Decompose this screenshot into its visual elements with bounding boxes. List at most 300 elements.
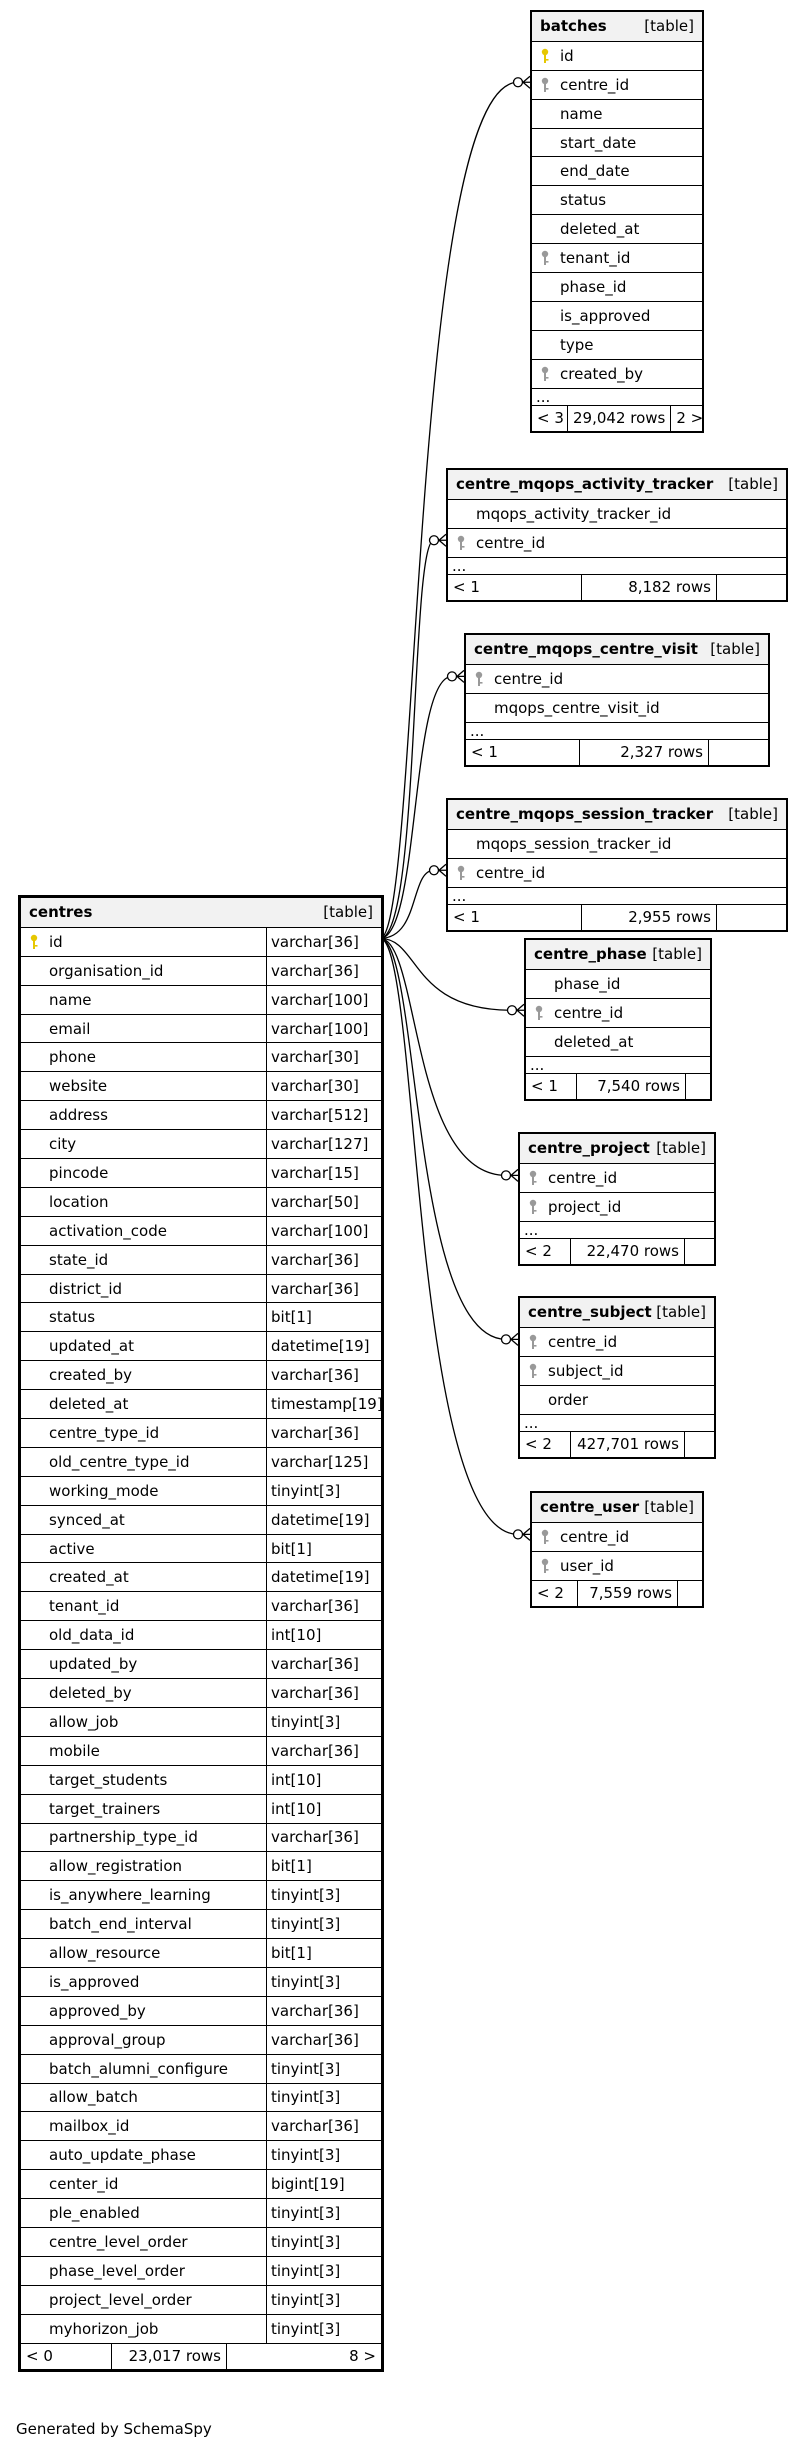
column-name: deleted_at bbox=[554, 1032, 634, 1051]
column-row[interactable] bbox=[466, 664, 768, 693]
column-row[interactable] bbox=[21, 1187, 381, 1216]
ellipsis: ... bbox=[530, 1058, 545, 1071]
children-count: < 1 bbox=[471, 743, 498, 762]
column-row[interactable] bbox=[532, 1522, 702, 1551]
column-name: center_id bbox=[49, 2175, 119, 2194]
table-header bbox=[520, 1134, 714, 1163]
table-centre_phase[interactable] bbox=[524, 938, 712, 1101]
table-centre_user[interactable] bbox=[530, 1491, 704, 1608]
column-name: approved_by bbox=[49, 2001, 146, 2020]
column-type: int[10] bbox=[266, 1795, 381, 1823]
column-type: varchar[36] bbox=[266, 1361, 381, 1389]
column-type: varchar[100] bbox=[266, 1015, 381, 1043]
column-name: activation_code bbox=[49, 1221, 167, 1240]
foreign-key-icon bbox=[528, 1199, 538, 1215]
row-count: 29,042 rows bbox=[567, 406, 670, 431]
column-type: varchar[15] bbox=[266, 1159, 381, 1187]
column-row[interactable] bbox=[448, 528, 786, 557]
column-row[interactable] bbox=[532, 330, 702, 359]
children-count: < 2 bbox=[525, 1435, 552, 1454]
column-type: varchar[36] bbox=[266, 957, 381, 985]
column-row[interactable] bbox=[21, 1158, 381, 1187]
column-name: old_data_id bbox=[49, 1626, 135, 1645]
column-name: email bbox=[49, 1019, 91, 1038]
table-header bbox=[532, 12, 702, 41]
column-row[interactable] bbox=[520, 1192, 714, 1221]
column-name: working_mode bbox=[49, 1481, 159, 1500]
column-name: myhorizon_job bbox=[49, 2319, 159, 2338]
zero-marker bbox=[430, 866, 439, 875]
table-header bbox=[448, 800, 786, 829]
column-name: allow_batch bbox=[49, 2088, 138, 2107]
row-count: 23,017 rows bbox=[111, 2344, 226, 2369]
parents-count bbox=[685, 1074, 710, 1099]
column-type: varchar[30] bbox=[266, 1043, 381, 1071]
table-tag: [table] bbox=[644, 1498, 694, 1517]
table-footer bbox=[526, 1073, 710, 1099]
table-header bbox=[21, 898, 381, 927]
column-type: tinyint[3] bbox=[266, 2228, 381, 2256]
column-row[interactable] bbox=[21, 1794, 381, 1823]
table-name: centre_mqops_centre_visit bbox=[474, 640, 698, 659]
table-batches[interactable] bbox=[530, 10, 704, 433]
column-name: target_students bbox=[49, 1770, 168, 1789]
column-name: tenant_id bbox=[49, 1597, 120, 1616]
column-row[interactable] bbox=[532, 272, 702, 301]
column-type: bigint[19] bbox=[266, 2170, 381, 2198]
column-name: subject_id bbox=[548, 1361, 624, 1380]
table-footer bbox=[466, 739, 768, 765]
ellipsis-row bbox=[448, 557, 786, 574]
column-name: mobile bbox=[49, 1741, 100, 1760]
table-header bbox=[532, 1493, 702, 1522]
column-name: created_by bbox=[49, 1366, 133, 1385]
column-name: synced_at bbox=[49, 1510, 125, 1529]
table-centres[interactable] bbox=[18, 895, 384, 2372]
column-row[interactable] bbox=[21, 1447, 381, 1476]
column-row[interactable] bbox=[21, 1591, 381, 1620]
column-row[interactable] bbox=[448, 499, 786, 528]
column-name: is_approved bbox=[560, 306, 651, 325]
zero-marker bbox=[502, 1171, 511, 1180]
ellipsis: ... bbox=[524, 1416, 539, 1429]
column-row[interactable] bbox=[21, 2285, 381, 2314]
column-name: updated_at bbox=[49, 1337, 134, 1356]
column-name: status bbox=[49, 1308, 96, 1327]
column-type: varchar[30] bbox=[266, 1072, 381, 1100]
column-row[interactable] bbox=[532, 1551, 702, 1580]
column-row[interactable] bbox=[21, 1823, 381, 1852]
table-name: centre_subject bbox=[528, 1303, 652, 1322]
column-row[interactable] bbox=[21, 1245, 381, 1274]
column-type: varchar[36] bbox=[266, 1679, 381, 1707]
column-name: centre_level_order bbox=[49, 2232, 188, 2251]
column-name: centre_id bbox=[554, 1003, 624, 1022]
parents-count bbox=[708, 740, 768, 765]
column-type: int[10] bbox=[266, 1621, 381, 1649]
column-type: datetime[19] bbox=[266, 1506, 381, 1534]
column-type: varchar[36] bbox=[266, 1419, 381, 1447]
children-count: < 1 bbox=[453, 578, 480, 597]
column-name: created_at bbox=[49, 1568, 129, 1587]
table-tag: [table] bbox=[710, 640, 760, 659]
column-name: partnership_type_id bbox=[49, 1828, 198, 1847]
column-row[interactable] bbox=[21, 956, 381, 985]
column-type: bit[1] bbox=[266, 1303, 381, 1331]
column-type: tinyint[3] bbox=[266, 2084, 381, 2112]
zero-marker bbox=[502, 1335, 511, 1344]
column-name: centre_type_id bbox=[49, 1423, 160, 1442]
column-name: deleted_by bbox=[49, 1683, 132, 1702]
column-row[interactable] bbox=[21, 2140, 381, 2169]
table-footer bbox=[21, 2343, 381, 2369]
column-name: pincode bbox=[49, 1163, 109, 1182]
column-type: tinyint[3] bbox=[266, 1968, 381, 1996]
column-type: varchar[36] bbox=[266, 928, 381, 956]
table-name: centre_project bbox=[528, 1139, 650, 1158]
column-row[interactable] bbox=[526, 969, 710, 998]
column-type: varchar[36] bbox=[266, 1737, 381, 1765]
column-name: centre_id bbox=[548, 1332, 618, 1351]
column-name: tenant_id bbox=[560, 249, 631, 268]
column-name: id bbox=[560, 46, 574, 65]
zero-marker bbox=[508, 1006, 517, 1015]
foreign-key-icon bbox=[540, 1529, 550, 1545]
column-row[interactable] bbox=[21, 1678, 381, 1707]
table-header bbox=[466, 635, 768, 664]
column-name: old_centre_type_id bbox=[49, 1452, 190, 1471]
row-count: 2,955 rows bbox=[581, 905, 716, 930]
column-name: approval_group bbox=[49, 2030, 166, 2049]
ellipsis-row bbox=[526, 1056, 710, 1073]
row-count: 7,559 rows bbox=[577, 1581, 677, 1606]
column-name: centre_id bbox=[548, 1168, 618, 1187]
column-row[interactable] bbox=[21, 1996, 381, 2025]
column-row[interactable] bbox=[21, 2083, 381, 2112]
column-type: varchar[50] bbox=[266, 1188, 381, 1216]
relationship-edge bbox=[380, 938, 506, 1175]
column-type: varchar[36] bbox=[266, 1997, 381, 2025]
column-row[interactable] bbox=[448, 858, 786, 887]
many-marker bbox=[517, 1004, 524, 1016]
column-row[interactable] bbox=[21, 2314, 381, 2343]
table-tag: [table] bbox=[644, 17, 694, 36]
column-type: datetime[19] bbox=[266, 1563, 381, 1591]
table-centre_mqops_centre_visit[interactable] bbox=[464, 633, 770, 767]
column-name: website bbox=[49, 1077, 108, 1096]
column-row[interactable] bbox=[21, 1909, 381, 1938]
table-header bbox=[520, 1298, 714, 1327]
many-marker bbox=[511, 1333, 518, 1345]
column-type: varchar[100] bbox=[266, 1217, 381, 1245]
row-count: 427,701 rows bbox=[570, 1432, 684, 1457]
column-row[interactable] bbox=[21, 1042, 381, 1071]
parents-count bbox=[684, 1432, 714, 1457]
column-type: tinyint[3] bbox=[266, 2257, 381, 2285]
column-row[interactable] bbox=[21, 1100, 381, 1129]
foreign-key-icon bbox=[540, 1558, 550, 1574]
table-header bbox=[526, 940, 710, 969]
column-type: varchar[36] bbox=[266, 1824, 381, 1852]
column-name: address bbox=[49, 1106, 108, 1125]
column-type: tinyint[3] bbox=[266, 2055, 381, 2083]
table-tag: [table] bbox=[728, 475, 778, 494]
column-type: tinyint[3] bbox=[266, 2286, 381, 2314]
generated-by-footer: Generated by SchemaSpy bbox=[16, 2420, 212, 2438]
column-name: deleted_at bbox=[49, 1395, 129, 1414]
primary-key-icon bbox=[540, 48, 550, 64]
column-row[interactable] bbox=[532, 70, 702, 99]
table-centre_subject[interactable] bbox=[518, 1296, 716, 1459]
column-type: bit[1] bbox=[266, 1939, 381, 1967]
column-name: centre_id bbox=[560, 75, 630, 94]
column-row[interactable] bbox=[21, 1736, 381, 1765]
column-name: active bbox=[49, 1539, 95, 1558]
column-row[interactable] bbox=[21, 1505, 381, 1534]
ellipsis-row bbox=[520, 1221, 714, 1238]
ellipsis: ... bbox=[470, 724, 485, 737]
column-type: tinyint[3] bbox=[266, 2315, 381, 2343]
column-row[interactable] bbox=[532, 359, 702, 388]
column-name: name bbox=[560, 104, 603, 123]
column-type: tinyint[3] bbox=[266, 2141, 381, 2169]
column-type: varchar[36] bbox=[266, 1275, 381, 1303]
column-row[interactable] bbox=[532, 128, 702, 157]
column-row[interactable] bbox=[21, 1967, 381, 1996]
column-type: tinyint[3] bbox=[266, 1708, 381, 1736]
column-name: centre_id bbox=[476, 863, 546, 882]
column-name: phone bbox=[49, 1048, 96, 1067]
table-name: centre_mqops_activity_tracker bbox=[456, 475, 714, 494]
relationship-edge bbox=[380, 870, 434, 938]
column-type: tinyint[3] bbox=[266, 1910, 381, 1938]
column-row[interactable] bbox=[21, 1216, 381, 1245]
foreign-key-icon bbox=[534, 1005, 544, 1021]
parents-count bbox=[716, 905, 786, 930]
column-type: tinyint[3] bbox=[266, 2199, 381, 2227]
column-row[interactable] bbox=[448, 829, 786, 858]
column-row[interactable] bbox=[21, 1562, 381, 1591]
column-name: name bbox=[49, 990, 92, 1009]
children-count: < 2 bbox=[525, 1242, 552, 1261]
column-row[interactable] bbox=[21, 985, 381, 1014]
column-row[interactable] bbox=[21, 2256, 381, 2285]
column-row[interactable] bbox=[21, 2169, 381, 2198]
zero-marker bbox=[514, 78, 523, 87]
many-marker bbox=[523, 76, 530, 88]
column-name: district_id bbox=[49, 1279, 123, 1298]
zero-marker bbox=[430, 536, 439, 545]
ellipsis: ... bbox=[452, 889, 467, 902]
column-name: deleted_at bbox=[560, 220, 640, 239]
column-type: tinyint[3] bbox=[266, 1881, 381, 1909]
column-row[interactable] bbox=[21, 1765, 381, 1794]
many-marker bbox=[439, 534, 446, 546]
relationship-edge bbox=[380, 540, 434, 938]
row-count: 8,182 rows bbox=[581, 575, 716, 600]
table-centre_mqops_activity_tracker[interactable] bbox=[446, 468, 788, 602]
column-row[interactable] bbox=[21, 1302, 381, 1331]
table-name: batches bbox=[540, 17, 607, 36]
relationship-edge bbox=[380, 938, 518, 1534]
column-name: is_approved bbox=[49, 1972, 140, 1991]
column-row[interactable] bbox=[21, 1360, 381, 1389]
foreign-key-icon bbox=[540, 77, 550, 93]
column-row[interactable] bbox=[21, 1649, 381, 1678]
column-row[interactable] bbox=[520, 1356, 714, 1385]
many-marker bbox=[439, 864, 446, 876]
column-type: varchar[36] bbox=[266, 1592, 381, 1620]
column-name: allow_resource bbox=[49, 1944, 161, 1962]
children-count: < 3 bbox=[537, 409, 564, 428]
column-row[interactable] bbox=[526, 1027, 710, 1056]
column-name: status bbox=[560, 191, 607, 210]
column-row[interactable] bbox=[21, 1331, 381, 1360]
column-type: varchar[36] bbox=[266, 2026, 381, 2054]
column-name: allow_job bbox=[49, 1712, 119, 1731]
column-row[interactable] bbox=[21, 1707, 381, 1736]
table-tag: [table] bbox=[728, 805, 778, 824]
column-type: bit[1] bbox=[266, 1852, 381, 1880]
column-name: centre_id bbox=[560, 1527, 630, 1546]
column-row[interactable] bbox=[21, 1071, 381, 1100]
column-name: mqops_activity_tracker_id bbox=[476, 504, 672, 523]
table-tag: [table] bbox=[656, 1303, 706, 1322]
column-name: order bbox=[548, 1390, 588, 1409]
column-row[interactable] bbox=[21, 1851, 381, 1880]
column-name: project_level_order bbox=[49, 2290, 192, 2309]
table-tag: [table] bbox=[652, 945, 702, 964]
column-row[interactable] bbox=[21, 1620, 381, 1649]
parents-count: 8 > bbox=[226, 2344, 381, 2369]
many-marker bbox=[511, 1169, 518, 1181]
ellipsis-row bbox=[448, 887, 786, 904]
column-row[interactable] bbox=[21, 1389, 381, 1418]
column-name: created_by bbox=[560, 364, 644, 383]
column-row[interactable] bbox=[520, 1385, 714, 1414]
column-row[interactable] bbox=[21, 2054, 381, 2083]
row-count: 22,470 rows bbox=[570, 1239, 684, 1264]
column-type: varchar[100] bbox=[266, 986, 381, 1014]
column-row[interactable] bbox=[520, 1163, 714, 1192]
relationship-edge bbox=[380, 676, 452, 938]
parents-count bbox=[716, 575, 786, 600]
column-name: city bbox=[49, 1135, 77, 1154]
column-row[interactable] bbox=[21, 1418, 381, 1447]
column-type: varchar[36] bbox=[266, 1650, 381, 1678]
table-name: centre_user bbox=[540, 1498, 640, 1517]
foreign-key-icon bbox=[456, 865, 466, 881]
column-row[interactable] bbox=[532, 156, 702, 185]
column-type: datetime[19] bbox=[266, 1332, 381, 1360]
table-tag: [table] bbox=[656, 1139, 706, 1158]
column-name: batch_end_interval bbox=[49, 1915, 192, 1934]
foreign-key-icon bbox=[528, 1170, 538, 1186]
ellipsis: ... bbox=[452, 559, 467, 572]
column-row[interactable] bbox=[466, 693, 768, 722]
table-centre_project[interactable] bbox=[518, 1132, 716, 1266]
column-name: allow_registration bbox=[49, 1857, 183, 1876]
column-row[interactable] bbox=[532, 185, 702, 214]
column-row[interactable] bbox=[21, 1880, 381, 1909]
column-row[interactable] bbox=[21, 927, 381, 956]
column-name: phase_id bbox=[560, 277, 627, 296]
column-type: timestamp[19] bbox=[266, 1390, 381, 1418]
column-type: int[10] bbox=[266, 1766, 381, 1794]
column-row[interactable] bbox=[532, 214, 702, 243]
children-count: < 1 bbox=[531, 1077, 558, 1096]
children-count: < 0 bbox=[26, 2347, 53, 2366]
ellipsis-row bbox=[532, 388, 702, 405]
column-type: varchar[36] bbox=[266, 2112, 381, 2140]
foreign-key-icon bbox=[474, 671, 484, 687]
column-name: state_id bbox=[49, 1250, 109, 1269]
column-row[interactable] bbox=[532, 99, 702, 128]
column-row[interactable] bbox=[520, 1327, 714, 1356]
table-centre_mqops_session_tracker[interactable] bbox=[446, 798, 788, 932]
column-name: phase_id bbox=[554, 974, 621, 993]
column-row[interactable] bbox=[21, 2198, 381, 2227]
column-row[interactable] bbox=[532, 243, 702, 272]
column-row[interactable] bbox=[21, 1476, 381, 1505]
parents-count bbox=[684, 1239, 714, 1264]
zero-marker bbox=[448, 672, 457, 681]
table-header bbox=[448, 470, 786, 499]
table-name: centre_mqops_session_tracker bbox=[456, 805, 714, 824]
column-type: varchar[127] bbox=[266, 1130, 381, 1158]
zero-marker bbox=[514, 1530, 523, 1539]
column-name: auto_update_phase bbox=[49, 2146, 196, 2165]
column-name: centre_id bbox=[494, 669, 564, 688]
column-name: centre_id bbox=[476, 533, 546, 552]
column-row[interactable] bbox=[21, 1938, 381, 1967]
column-name: end_date bbox=[560, 162, 630, 181]
foreign-key-icon bbox=[456, 535, 466, 551]
column-name: mqops_session_tracker_id bbox=[476, 834, 672, 853]
many-marker bbox=[457, 670, 464, 682]
table-footer bbox=[520, 1238, 714, 1264]
column-name: batch_alumni_configure bbox=[49, 2059, 228, 2078]
row-count: 7,540 rows bbox=[576, 1074, 685, 1099]
foreign-key-icon bbox=[528, 1363, 538, 1379]
parents-count bbox=[677, 1581, 702, 1606]
column-type: varchar[512] bbox=[266, 1101, 381, 1129]
ellipsis: ... bbox=[524, 1223, 539, 1236]
table-footer bbox=[448, 574, 786, 600]
column-row[interactable] bbox=[532, 41, 702, 70]
ellipsis-row bbox=[520, 1414, 714, 1431]
parents-count: 2 > bbox=[670, 406, 708, 431]
column-row[interactable] bbox=[21, 1129, 381, 1158]
column-row[interactable] bbox=[21, 1014, 381, 1043]
column-row[interactable] bbox=[21, 1534, 381, 1563]
table-name: centres bbox=[29, 903, 93, 922]
column-row[interactable] bbox=[21, 2227, 381, 2256]
table-footer bbox=[520, 1431, 714, 1457]
column-row[interactable] bbox=[21, 1274, 381, 1303]
column-row[interactable] bbox=[532, 301, 702, 330]
column-row[interactable] bbox=[526, 998, 710, 1027]
children-count: < 1 bbox=[453, 908, 480, 927]
column-type: varchar[36] bbox=[266, 1246, 381, 1274]
column-name: location bbox=[49, 1192, 109, 1211]
column-name: target_trainers bbox=[49, 1799, 161, 1818]
column-row[interactable] bbox=[21, 2111, 381, 2140]
column-name: is_anywhere_learning bbox=[49, 1886, 211, 1905]
column-name: phase_level_order bbox=[49, 2261, 185, 2280]
column-row[interactable] bbox=[21, 2025, 381, 2054]
column-type: varchar[125] bbox=[266, 1448, 381, 1476]
